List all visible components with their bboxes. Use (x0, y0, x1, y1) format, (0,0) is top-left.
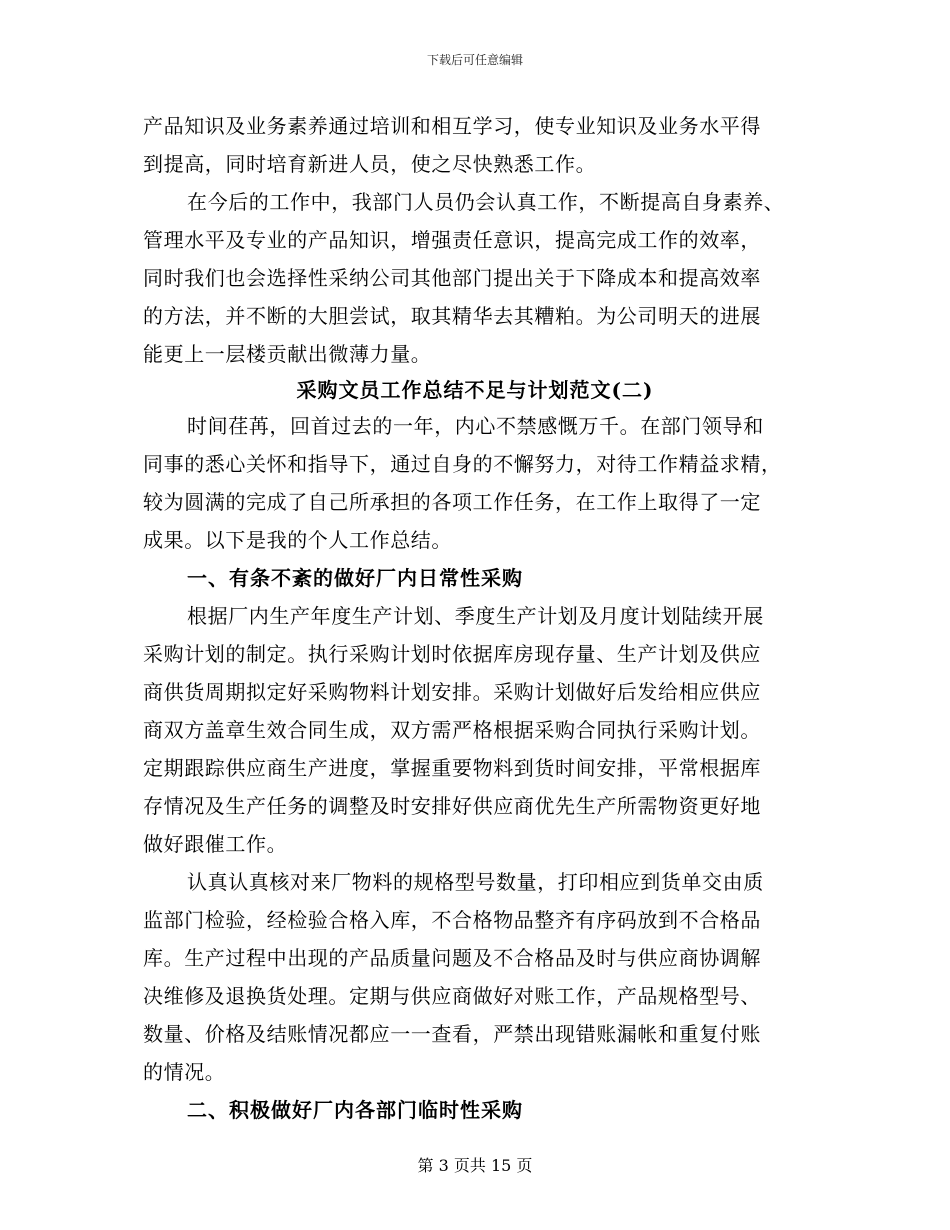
subsection-heading: 一、有条不紊的做好厂内日常性采购 (187, 566, 523, 590)
paragraph-line: 的方法，并不断的大胆尝试，取其精华去其糟粕。为公司明天的进展 (143, 304, 761, 328)
paragraph-line: 管理水平及专业的产品知识，增强责任意识，提高完成工作的效率， (143, 228, 761, 252)
section-title: 采购文员工作总结不足与计划范文(二) (296, 378, 654, 402)
paragraph-line: 能更上一层楼贡献出微薄力量。 (143, 342, 432, 366)
paragraph-line: 在今后的工作中，我部门人员仍会认真工作，不断提高自身素养、 (187, 190, 785, 214)
subsection-heading: 二、积极做好厂内各部门临时性采购 (187, 1098, 523, 1122)
paragraph-line: 较为圆满的完成了自己所承担的各项工作任务，在工作上取得了一定 (143, 490, 761, 514)
page-header: 下载后可任意编辑 (426, 53, 523, 67)
paragraph-line: 根据厂内生产年度生产计划、季度生产计划及月度计划陆续开展 (187, 604, 764, 628)
paragraph-line: 决维修及退换货处理。定期与供应商做好对账工作，产品规格型号、 (143, 984, 761, 1008)
paragraph-line: 采购计划的制定。执行采购计划时依据库房现存量、生产计划及供应 (143, 642, 761, 666)
paragraph-line: 存情况及生产任务的调整及时安排好供应商优先生产所需物资更好地 (143, 794, 761, 818)
paragraph-line: 监部门检验，经检验合格入库，不合格物品整齐有序码放到不合格品 (143, 908, 761, 932)
paragraph-line: 的情况。 (143, 1060, 226, 1084)
paragraph-line: 时间荏苒，回首过去的一年，内心不禁感慨万千。在部门领导和 (187, 414, 764, 438)
paragraph-line: 同事的悉心关怀和指导下，通过自身的不懈努力，对待工作精益求精， (143, 452, 782, 476)
paragraph-line: 做好跟催工作。 (143, 832, 288, 856)
paragraph-line: 成果。以下是我的个人工作总结。 (143, 528, 452, 552)
paragraph-line: 产品知识及业务素养通过培训和相互学习，使专业知识及业务水平得 (143, 114, 761, 138)
paragraph-line: 商供货周期拟定好采购物料计划安排。采购计划做好后发给相应供应 (143, 680, 761, 704)
paragraph-line: 库。生产过程中出现的产品质量问题及不合格品及时与供应商协调解 (143, 946, 761, 970)
paragraph-line: 认真认真核对来厂物料的规格型号数量，打印相应到货单交由质 (187, 870, 764, 894)
paragraph-line: 商双方盖章生效合同生成，双方需严格根据采购合同执行采购计划。 (143, 718, 761, 742)
page-footer: 第 3 页共 15 页 (417, 1156, 533, 1175)
paragraph-line: 数量、价格及结账情况都应一一查看，严禁出现错账漏帐和重复付账 (143, 1022, 761, 1046)
paragraph-line: 定期跟踪供应商生产进度，掌握重要物料到货时间安排，平常根据库 (143, 756, 761, 780)
paragraph-line: 同时我们也会选择性采纳公司其他部门提出关于下降成本和提高效率 (143, 266, 761, 290)
paragraph-line: 到提高，同时培育新进人员，使之尽快熟悉工作。 (143, 152, 597, 176)
